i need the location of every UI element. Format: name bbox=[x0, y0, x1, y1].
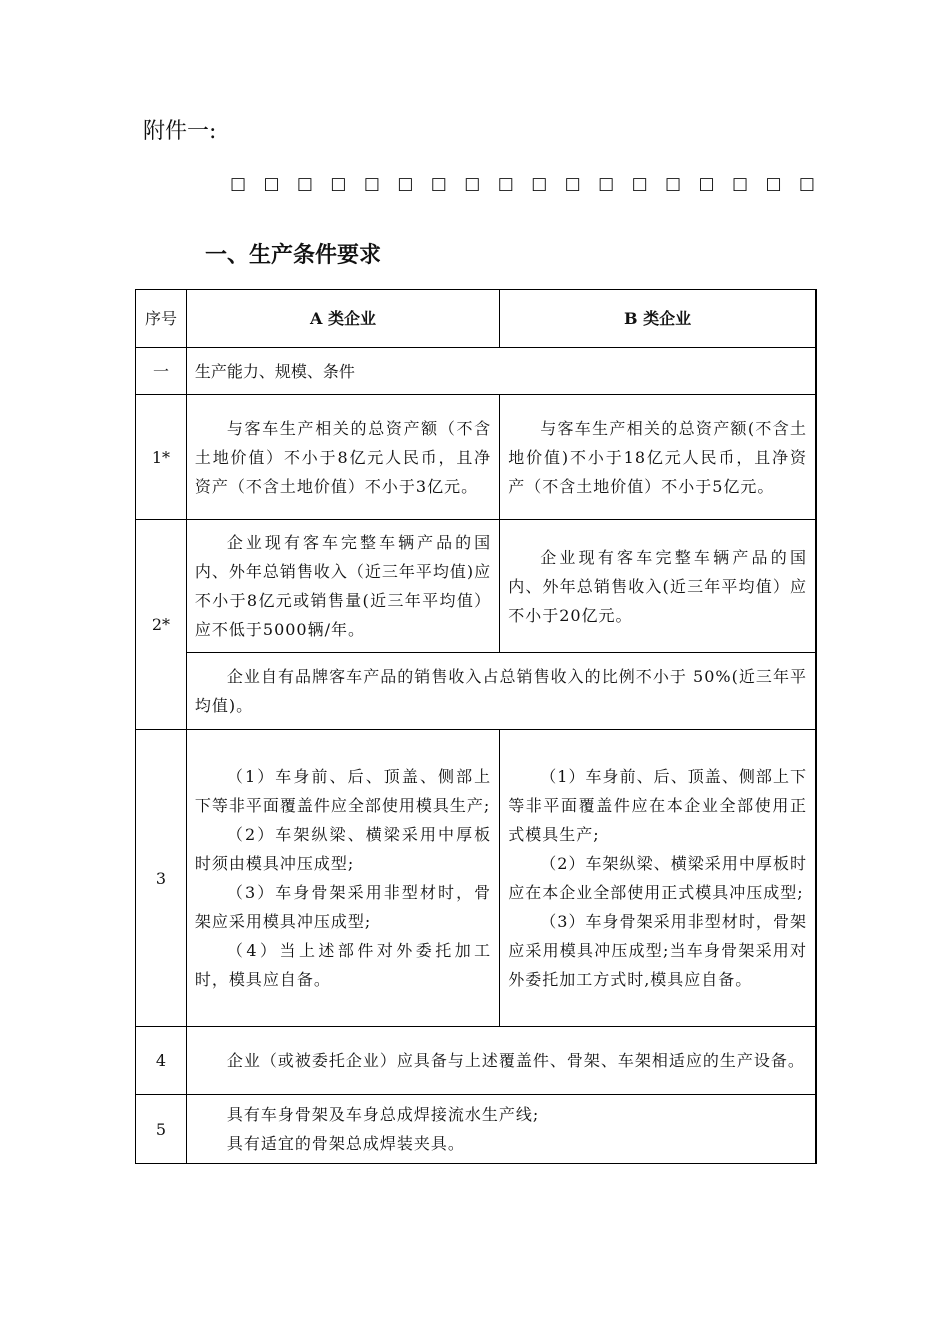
row3-a-item: （4）当上述部件对外委托加工时，模具应自备。 bbox=[194, 941, 492, 989]
row-no: 1* bbox=[136, 395, 187, 520]
row3-a-item: （1）车身前、后、顶盖、侧部上下等非平面覆盖件应全部使用模具生产; bbox=[194, 767, 492, 815]
row5-text bbox=[186, 1095, 816, 1164]
row3-a-item: （2）车架纵梁、横梁采用中厚板时须由模具冲压成型; bbox=[194, 825, 492, 873]
header-no: 序号 bbox=[136, 290, 187, 348]
section-no: 一 bbox=[136, 348, 187, 395]
row2-class-a: 企业现有客车完整车辆产品的国内、外年总销售收入（近三年平均值)应不小于8亿元或销售量(近三年平均值）应不低于5000辆/年。 bbox=[186, 520, 499, 653]
table-row bbox=[136, 395, 817, 520]
table-row bbox=[136, 520, 817, 653]
table-row bbox=[136, 1095, 817, 1164]
row2-class-b: 企业现有客车完整车辆产品的国内、外年总销售收入(近三年平均值）应不小于20亿元。 bbox=[500, 520, 816, 653]
row-no: 3 bbox=[136, 730, 187, 1027]
row1-class-b: 与客车生产相关的总资产额(不含土地价值)不小于18亿元人民币，且净资产（不含土地价值）不小于5亿元。 bbox=[500, 395, 816, 520]
table-row bbox=[136, 1027, 817, 1095]
row-no: 4 bbox=[136, 1027, 187, 1095]
row3-a-item: （3）车身骨架采用非型材时，骨架应采用模具冲压成型; bbox=[194, 883, 492, 931]
table-row bbox=[136, 730, 817, 1027]
section-heading: 一、生产条件要求 bbox=[205, 243, 382, 268]
table-header-row bbox=[136, 290, 817, 348]
table-section-row bbox=[136, 348, 817, 395]
row3-b-item: （2）车架纵梁、横梁采用中厚板时应在本企业全部使用正式模具冲压成型; bbox=[508, 854, 807, 902]
document-title: □ □ □ □ □ □ □ □ □ □ □ □ □ □ □ □ □ □ bbox=[230, 174, 821, 194]
header-class-b: B 类企业 bbox=[500, 290, 816, 348]
row3-class-a bbox=[186, 730, 499, 1027]
row3-b-item: （3）车身骨架采用非型材时，骨架应采用模具冲压成型;当车身骨架采用对外委托加工方式时,模具应自备。 bbox=[508, 912, 807, 989]
row-no: 2* bbox=[136, 520, 187, 730]
row-no: 5 bbox=[136, 1095, 187, 1164]
row3-class-b bbox=[500, 730, 816, 1027]
row2-merged: 企业自有品牌客车产品的销售收入占总销售收入的比例不小于 50%(近三年平均值)。 bbox=[186, 653, 816, 730]
attachment-label: 附件一: bbox=[143, 119, 217, 144]
row5-line: 具有适宜的骨架总成焊装夹具。 bbox=[226, 1134, 465, 1153]
section-label: 生产能力、规模、条件 bbox=[186, 348, 816, 395]
row1-class-a: 与客车生产相关的总资产额（不含土地价值）不小于8亿元人民币，且净资产（不含土地价值）不小于3亿元。 bbox=[186, 395, 499, 520]
requirements-table bbox=[135, 289, 817, 1164]
header-class-a: A 类企业 bbox=[186, 290, 499, 348]
table-row bbox=[136, 653, 817, 730]
row4-text: 企业（或被委托企业）应具备与上述覆盖件、骨架、车架相适应的生产设备。 bbox=[186, 1027, 816, 1095]
row5-line: 具有车身骨架及车身总成焊接流水生产线; bbox=[226, 1105, 540, 1124]
row3-b-item: （1）车身前、后、顶盖、侧部上下等非平面覆盖件应在本企业全部使用正式模具生产; bbox=[508, 767, 807, 844]
